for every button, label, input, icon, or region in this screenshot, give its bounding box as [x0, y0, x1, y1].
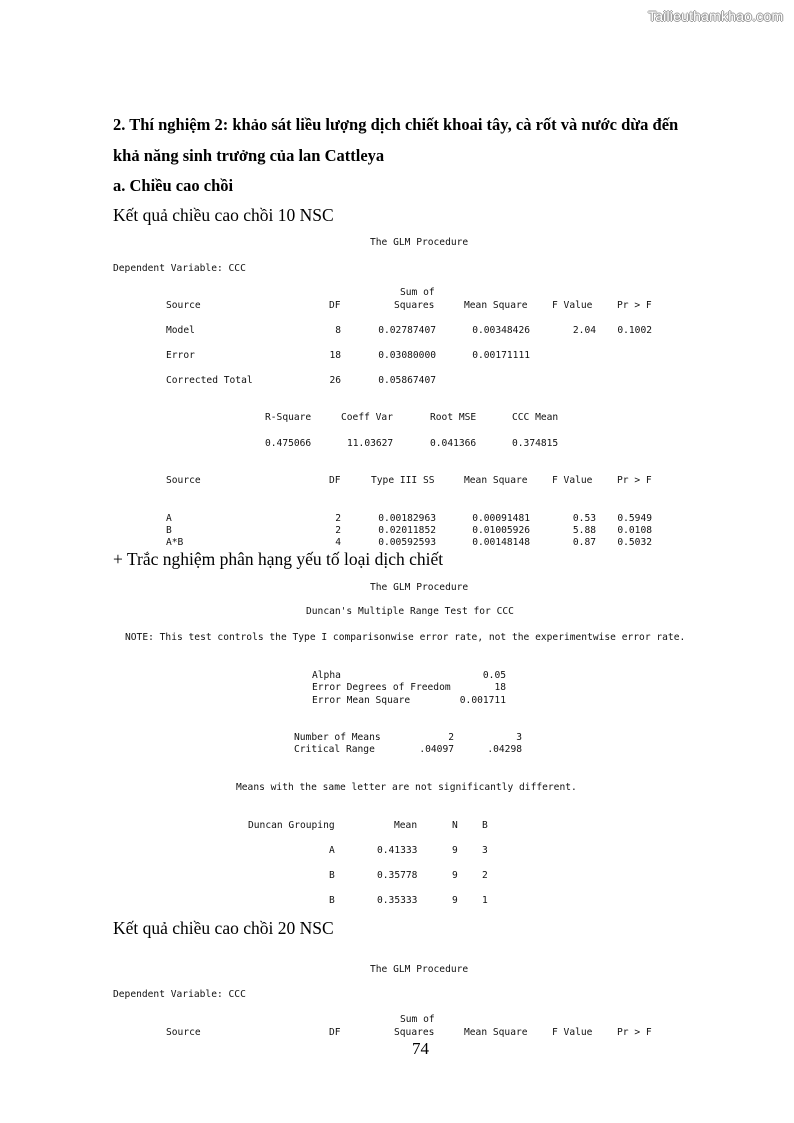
header-sum-of: Sum of: [400, 287, 435, 298]
row-group: A: [329, 845, 335, 856]
dependent-variable-2: Dependent Variable: CCC: [113, 989, 246, 1000]
range-label-critical: Critical Range: [294, 744, 375, 755]
row-f: 2.04: [572, 325, 596, 336]
fit-label-coeffvar: Coeff Var: [341, 412, 393, 423]
row-ss: 0.05867407: [378, 375, 436, 386]
fit-label-rootmse: Root MSE: [430, 412, 477, 423]
header-squares: Squares: [394, 1027, 435, 1038]
range-value-2: .04097: [419, 744, 454, 755]
row-b: 2: [482, 870, 488, 881]
param-value-alpha: 0.05: [482, 670, 506, 681]
row-p: 0.5949: [617, 513, 652, 524]
row-group: B: [329, 895, 335, 906]
duncan-note: NOTE: This test controls the Type I comparisonwise error rate, not the experimentwise error rate.: [125, 632, 686, 643]
row-ss: 0.02011852: [378, 525, 436, 536]
means-note: Means with the same letter are not significantly different.: [236, 782, 577, 793]
param-value-df: 18: [494, 682, 506, 693]
glm-title: The GLM Procedure: [370, 237, 469, 248]
page-number: 74: [412, 1039, 429, 1058]
row-mean: 0.35333: [377, 895, 418, 906]
row-df: 2: [335, 525, 341, 536]
header-n: N: [452, 820, 458, 831]
header-f-value: F Value: [552, 300, 593, 311]
section1-title: Kết quả chiều cao chồi 10 NSC: [113, 205, 334, 225]
header-f-value: F Value: [552, 1027, 593, 1038]
header-pr-f: Pr > F: [617, 1027, 652, 1038]
header-df: DF: [329, 300, 341, 311]
watermark: Tailieuthamkhao.com: [648, 8, 784, 24]
row-f: 0.87: [572, 537, 596, 548]
row-ms: 0.00171111: [472, 350, 530, 361]
row-df: 18: [329, 350, 341, 361]
row-ss: 0.02787407: [378, 325, 436, 336]
header-type3-ss: Type III SS: [371, 475, 435, 486]
header-source: Source: [166, 475, 201, 486]
range-means-2: 2: [448, 732, 454, 743]
fit-value-rootmse: 0.041366: [430, 438, 477, 449]
row-source: Error: [166, 350, 195, 361]
header-df: DF: [329, 1027, 341, 1038]
row-p: 0.1002: [617, 325, 652, 336]
row-ss: 0.00182963: [378, 513, 436, 524]
range-label-means: Number of Means: [294, 732, 381, 743]
row-mean: 0.35778: [377, 870, 418, 881]
glm-title-3: The GLM Procedure: [370, 964, 469, 975]
row-f: 0.53: [572, 513, 596, 524]
header-sum-of: Sum of: [400, 1014, 435, 1025]
row-source: A: [166, 513, 172, 524]
row-source: B: [166, 525, 172, 536]
header-mean-square: Mean Square: [464, 475, 528, 486]
section2-title: Kết quả chiều cao chồi 20 NSC: [113, 918, 334, 938]
row-ms: 0.01005926: [472, 525, 530, 536]
fit-label-mean: CCC Mean: [512, 412, 559, 423]
row-mean: 0.41333: [377, 845, 418, 856]
param-label-ems: Error Mean Square: [312, 695, 411, 706]
duncan-title: Duncan's Multiple Range Test for CCC: [306, 606, 514, 617]
row-df: 4: [335, 537, 341, 548]
row-source: Corrected Total: [166, 375, 253, 386]
row-ms: 0.00091481: [472, 513, 530, 524]
fit-value-mean: 0.374815: [512, 438, 559, 449]
subheading: a. Chiều cao chồi: [113, 176, 234, 195]
row-group: B: [329, 870, 335, 881]
fit-label-rsquare: R-Square: [265, 412, 312, 423]
heading-line-1: 2. Thí nghiệm 2: khảo sát liều lượng dịch chiết khoai tây, cà rốt và nước dừa đến: [113, 115, 679, 134]
header-df: DF: [329, 475, 341, 486]
header-mean: Mean: [394, 820, 418, 831]
row-df: 2: [335, 513, 341, 524]
row-ms: 0.00148148: [472, 537, 530, 548]
duncan-section-title: + Trắc nghiệm phân hạng yếu tố loại dịch chiết: [113, 549, 444, 569]
row-ss: 0.00592593: [378, 537, 436, 548]
header-squares: Squares: [394, 300, 435, 311]
glm-title-2: The GLM Procedure: [370, 582, 469, 593]
row-f: 5.88: [572, 525, 596, 536]
row-ss: 0.03080000: [378, 350, 436, 361]
row-n: 9: [452, 895, 458, 906]
fit-value-coeffvar: 11.03627: [347, 438, 394, 449]
row-ms: 0.00348426: [472, 325, 530, 336]
header-f-value: F Value: [552, 475, 593, 486]
header-duncan-grouping: Duncan Grouping: [248, 820, 335, 831]
header-b: B: [482, 820, 488, 831]
header-source: Source: [166, 1027, 201, 1038]
row-df: 26: [329, 375, 341, 386]
header-mean-square: Mean Square: [464, 1027, 528, 1038]
row-source: Model: [166, 325, 195, 336]
row-df: 8: [335, 325, 341, 336]
param-label-df: Error Degrees of Freedom: [312, 682, 451, 693]
row-p: 0.5032: [617, 537, 652, 548]
header-mean-square: Mean Square: [464, 300, 528, 311]
range-value-3: .04298: [487, 744, 522, 755]
fit-value-rsquare: 0.475066: [265, 438, 312, 449]
header-source: Source: [166, 300, 201, 311]
row-n: 9: [452, 845, 458, 856]
range-means-3: 3: [516, 732, 522, 743]
param-value-ems: 0.001711: [459, 695, 506, 706]
row-n: 9: [452, 870, 458, 881]
row-source: A*B: [166, 537, 184, 548]
param-label-alpha: Alpha: [312, 670, 341, 681]
row-b: 1: [482, 895, 488, 906]
heading-line-2: khả năng sinh trưởng của lan Cattleya: [113, 146, 385, 165]
row-p: 0.0108: [617, 525, 652, 536]
row-b: 3: [482, 845, 488, 856]
header-pr-f: Pr > F: [617, 300, 652, 311]
header-pr-f: Pr > F: [617, 475, 652, 486]
dependent-variable: Dependent Variable: CCC: [113, 263, 246, 274]
